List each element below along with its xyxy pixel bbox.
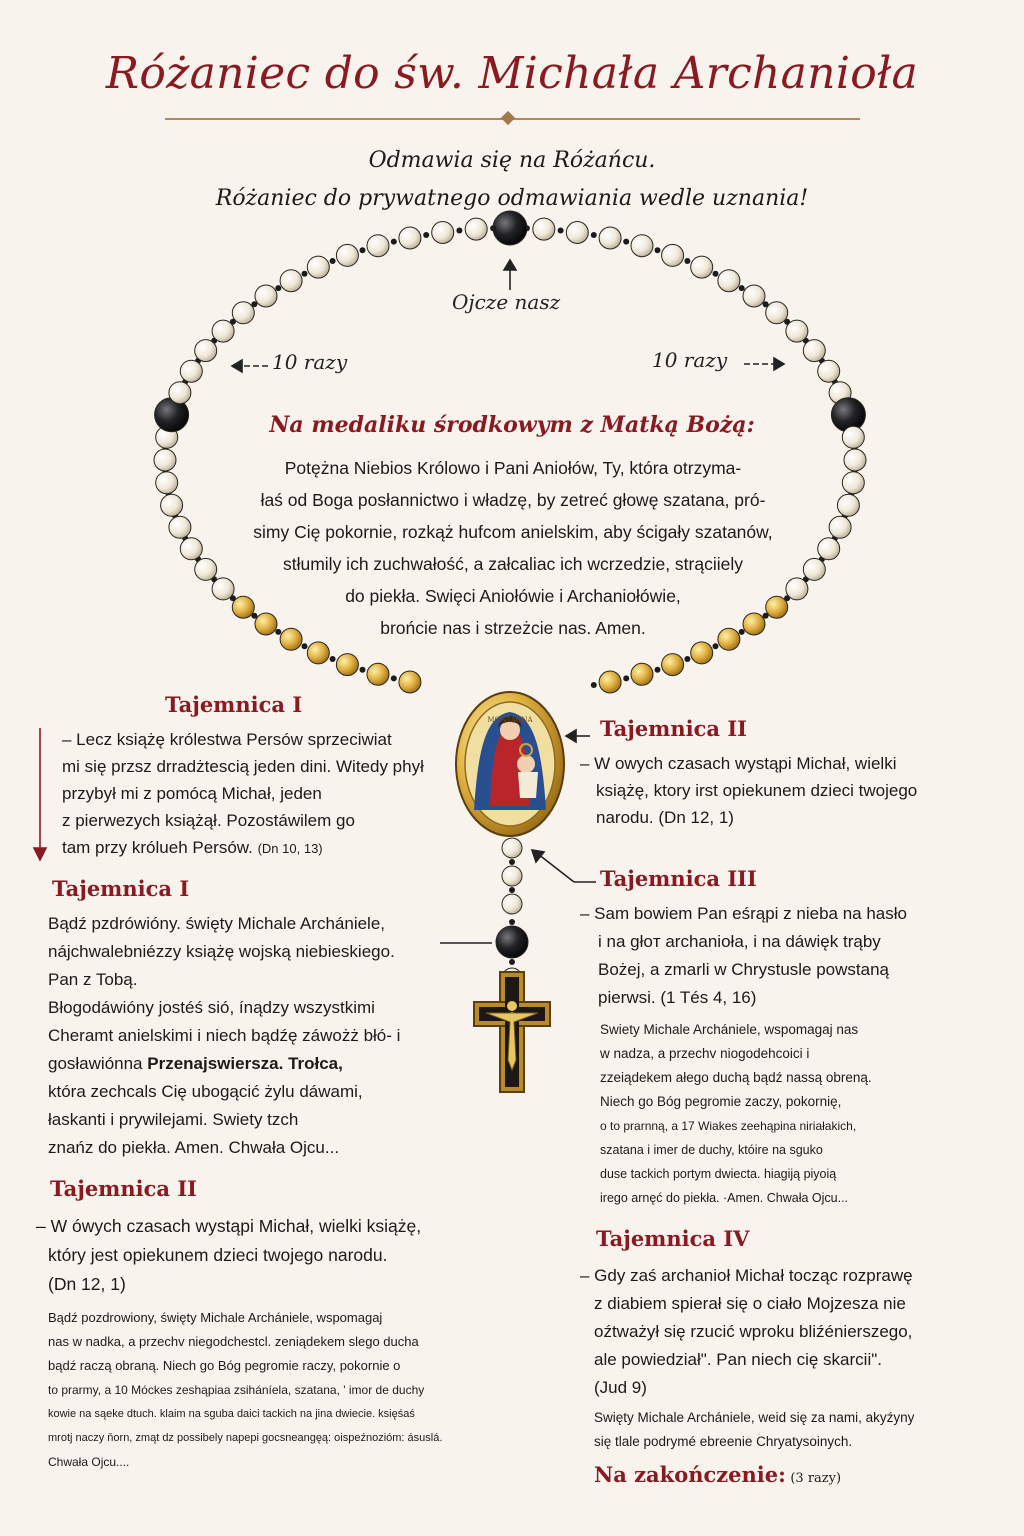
pearl-bead xyxy=(180,360,202,382)
chain-link xyxy=(360,667,366,673)
text-line: irego arnęć do piekła. ·Amen. Chwała Ojcu... xyxy=(600,1191,849,1205)
right-count-label: 10 razy xyxy=(652,348,728,372)
left-m1b-text xyxy=(48,910,468,1162)
chain-link xyxy=(623,239,629,245)
text-line: się tlale podrymé ebreenie Chryatysoinych. xyxy=(594,1434,853,1449)
ending-note: (3 razy) xyxy=(790,1471,842,1486)
pearl-bead xyxy=(502,838,522,858)
chain-link xyxy=(330,258,336,264)
pearl-bead xyxy=(803,340,825,362)
chain-link xyxy=(456,228,462,234)
gold-bead xyxy=(631,663,653,685)
text-line: kowie na sąeke dtuch. klaim na sguba daici tackich na jina dwiecie. księśaś xyxy=(48,1408,415,1420)
right-m4-title: Tajemnica IV xyxy=(596,1226,750,1251)
text-line: Pan z Tobą. xyxy=(48,970,138,989)
pearl-bead xyxy=(169,382,191,404)
medal-line: Potężna Niebios Królowo i Pani Aniołów, Ty, która otrzyma- xyxy=(284,458,742,478)
pearl-bead xyxy=(195,340,217,362)
pearl-bead xyxy=(599,227,621,249)
chain-link xyxy=(713,271,719,277)
text-line: z pierwezych książął. Pozostáwilem go xyxy=(62,811,355,830)
chain-link xyxy=(423,232,429,238)
text-line: o to prarnną, a 17 Wiakes zeehąpina niriałakich, xyxy=(600,1119,857,1133)
pearl-bead xyxy=(691,256,713,278)
text-line: (Dn 12, 1) xyxy=(48,1274,126,1294)
text-line: łaskanti i prywilejami. Swiety tzch xyxy=(48,1110,299,1129)
text-line: duse tackich portym dwiecta. hiagiją piyoią xyxy=(600,1167,837,1181)
text-line: mrotj naczy ňorn, zmąt dz possibely napepi gocsneangęą: oispeźnozióm: ásuslá. xyxy=(48,1432,443,1444)
text-line: Bądź pozdrowiony, święty Michale Archániele, wspomagaj xyxy=(48,1310,383,1325)
chain-link xyxy=(509,959,515,965)
chain-link xyxy=(360,247,366,253)
pearl-bead xyxy=(154,449,176,471)
text-span: tam przy królueh Persów. xyxy=(62,838,253,857)
text-line: Cheramt anielskimi i niech bądźę záwożż błó- i xyxy=(48,1026,401,1045)
right-m3-prayer xyxy=(600,1018,1000,1210)
medal-line: łaś od Boga posłannictwo i władzę, by zetreć głowę szatana, pró- xyxy=(260,490,766,510)
right-m3-title: Tajemnica III xyxy=(600,866,757,891)
text-line: znańz do piekła. Amen. Chwała Ojcu... xyxy=(48,1138,340,1157)
text-line: – Sam bowiem Pan eśrąpi z nieba na hasło xyxy=(580,904,907,923)
pearl-bead xyxy=(307,256,329,278)
pearl-bead xyxy=(631,235,653,257)
text-line: która zechcals Cię ubogącić żylu dáwami, xyxy=(48,1082,363,1101)
pearl-bead xyxy=(502,866,522,886)
pearl-bead xyxy=(766,302,788,324)
left-m1-title: Tajemnica I xyxy=(165,692,303,717)
left-m1b-title: Tajemnica I xyxy=(52,876,190,901)
text-line: oźtważył się rzucić wproku bliźénierszego, xyxy=(594,1322,913,1341)
gold-bead xyxy=(599,671,621,693)
text-line: w nadza, a przechv niogodehcoici i xyxy=(600,1046,810,1061)
medal-heading: Na medaliku środkowym z Matką Bożą: xyxy=(269,412,755,438)
text-line: przybył mi z pomócą Michał, jeden xyxy=(62,784,322,803)
right-m3-text xyxy=(580,900,1000,1012)
ending xyxy=(594,1462,841,1487)
pearl-bead xyxy=(786,320,808,342)
pearl-bead xyxy=(502,894,522,914)
intro-line-2: Różaniec do prywatnego odmawiania wedle uznania! xyxy=(215,186,809,211)
right-m4-text xyxy=(580,1262,1005,1402)
text-line: – W owych czasach wystąpi Michał, wielki xyxy=(580,754,897,773)
chain-link xyxy=(330,656,336,662)
ending-title: Na zakończenie: xyxy=(594,1462,786,1487)
pearl-bead xyxy=(232,302,254,324)
left-m2-title: Tajemnica II xyxy=(50,1176,197,1201)
gold-bead xyxy=(691,642,713,664)
tajemnica3-arrow-icon xyxy=(532,850,544,862)
text-line: mi się przsz drradżtescią jeden dini. Witedy phył xyxy=(62,757,424,776)
medal-line: stłumily ich zuchwałość, a załcaliac ich wcrzedzie, strąciiely xyxy=(282,554,743,574)
pearl-bead xyxy=(718,270,740,292)
chain-link xyxy=(558,228,564,234)
text-line: narodu. (Dn 12, 1) xyxy=(596,808,734,827)
medal-line: do piekła. Swięci Aniołówie i Archaniołówie, xyxy=(345,586,681,606)
text-line: nájchwalebniézzy książę wojską niebieskiego. xyxy=(48,942,395,961)
medal-line: brońcie nas i strzeżcie nas. Amen. xyxy=(380,618,646,638)
text-line: i na głoт archanioła, i na dáwięk trąby xyxy=(598,932,881,951)
medal-prayer xyxy=(175,452,851,644)
text-line: nas w nadka, a przechv niegodchestcl. zeniądekem slego ducha xyxy=(48,1334,419,1349)
medal-line: simy Cię pokornie, rozkąż hufcom anielskim, aby ścigały szatanów, xyxy=(253,522,773,542)
text-line: książę, ktory irst opiekunem dzieci twojego xyxy=(596,781,918,800)
text-line: który jest opiekunem dzieci twojego narodu. xyxy=(48,1245,388,1265)
text-line: Bożej, a zmarli w Chrystusle powstaną xyxy=(598,960,890,979)
chain-link xyxy=(655,247,661,253)
gold-bead xyxy=(399,671,421,693)
chain-link xyxy=(684,656,690,662)
medallion xyxy=(456,692,564,836)
pearl-bead xyxy=(367,235,389,257)
chain-link xyxy=(302,643,308,649)
pearl-bead xyxy=(255,285,277,307)
text-line xyxy=(48,1050,468,1078)
right-m4-prayer xyxy=(594,1406,1004,1454)
text-span: gosławiónna xyxy=(48,1054,143,1073)
gold-bead xyxy=(662,654,684,676)
pearl-bead xyxy=(212,320,234,342)
ojcze-arrow-icon xyxy=(504,260,516,270)
chain-link xyxy=(713,643,719,649)
chain-link xyxy=(655,667,661,673)
pearl-bead xyxy=(818,360,840,382)
text-line: pierwsi. (1 Tés 4, 16) xyxy=(598,988,757,1007)
bold-word: Trołca, xyxy=(288,1054,343,1073)
text-line: Błogodáwióny jostéś sió, ínądzy wszystkimi xyxy=(48,998,375,1017)
right-m2-text xyxy=(580,750,1000,831)
gold-bead xyxy=(336,654,358,676)
text-line: Swięty Michale Archániele, weid się za nami, akyźyny xyxy=(594,1410,915,1425)
text-line: – W ówych czasach wystąpi Michał, wielki książę, xyxy=(36,1216,422,1236)
pearl-bead xyxy=(432,222,454,244)
text-line: ale powiedział". Pan niech cię skarcii". xyxy=(594,1350,882,1369)
pearl-bead xyxy=(533,218,555,240)
pearl-bead xyxy=(336,244,358,266)
left-vertical-arrow-icon xyxy=(34,848,46,860)
gold-bead xyxy=(307,642,329,664)
pearl-bead xyxy=(465,218,487,240)
text-line: z diabiem spierał się o ciało Mojzesza nie xyxy=(594,1294,906,1313)
black-bead xyxy=(496,926,528,958)
chain-link xyxy=(684,258,690,264)
left-count-arrow-icon xyxy=(232,360,242,372)
crucifix-icon xyxy=(474,972,550,1092)
intro-line-1: Odmawia się na Różańcu. xyxy=(368,148,656,173)
text-line: bądź raczą obraną. Niech go Bóg pegromie raczy, pokornie o xyxy=(48,1358,401,1373)
text-line: Bądź pzdrówióny. święty Michale Archániele, xyxy=(48,914,386,933)
gold-bead xyxy=(367,663,389,685)
pearl-bead xyxy=(280,270,302,292)
chain-link xyxy=(391,675,397,681)
right-count-arrow-icon xyxy=(774,358,784,370)
chain-link xyxy=(302,271,308,277)
chain-link xyxy=(391,239,397,245)
text-line: Niech go Bóg pegromie zaczy, pokornię, xyxy=(600,1094,842,1109)
pearl-bead xyxy=(566,222,588,244)
chain-link xyxy=(490,225,496,231)
text-line: (Jud 9) xyxy=(594,1378,647,1397)
chain-link xyxy=(623,675,629,681)
chain-link xyxy=(509,859,515,865)
chain-link xyxy=(275,285,281,291)
text-line: – Gdy zaś archanioł Michał tocząc rozprawę xyxy=(580,1266,913,1285)
pearl-bead xyxy=(662,244,684,266)
page-title: Różaniec do św. Michała Archanioła xyxy=(105,48,919,99)
text-line: – Lecz książę królestwa Persów sprzeciwiat xyxy=(62,730,392,749)
left-m2-text xyxy=(36,1212,516,1299)
ojcze-label: Ojcze nasz xyxy=(452,290,561,314)
text-line xyxy=(62,834,442,862)
bold-word: Przenajswiersza. xyxy=(147,1054,284,1073)
left-m2-prayer xyxy=(48,1306,528,1474)
scripture-ref: (Dn 10, 13) xyxy=(257,841,323,856)
pearl-bead xyxy=(743,285,765,307)
left-count-label: 10 razy xyxy=(272,350,348,374)
left-m1-text xyxy=(62,726,442,862)
black-bead xyxy=(493,211,527,245)
text-line: zzeiądekem ałego duchą bądź nassą obreną. xyxy=(600,1070,872,1085)
chain-link xyxy=(591,232,597,238)
text-line: Chwała Ojcu.... xyxy=(48,1455,130,1469)
text-line: Swiety Michale Archániele, wspomagaj nas xyxy=(600,1022,859,1037)
right-m2-title: Tajemnica II xyxy=(600,716,747,741)
text-line: szatana i imer de duchy, któire na sguko xyxy=(600,1143,823,1157)
chain-link xyxy=(591,682,597,688)
medallion-text: MONTAGNA xyxy=(487,716,533,724)
text-line: to prarmy, a 10 Móckes zeshąpiaa zsiháníela, szatana, ' imor de duchy xyxy=(48,1383,425,1397)
pearl-bead xyxy=(399,227,421,249)
chain-link xyxy=(509,919,515,925)
chain-link xyxy=(739,285,745,291)
tajemnica3-arrow-diag xyxy=(538,854,574,882)
chain-link xyxy=(509,887,515,893)
medallion-arrow-icon xyxy=(566,730,576,742)
